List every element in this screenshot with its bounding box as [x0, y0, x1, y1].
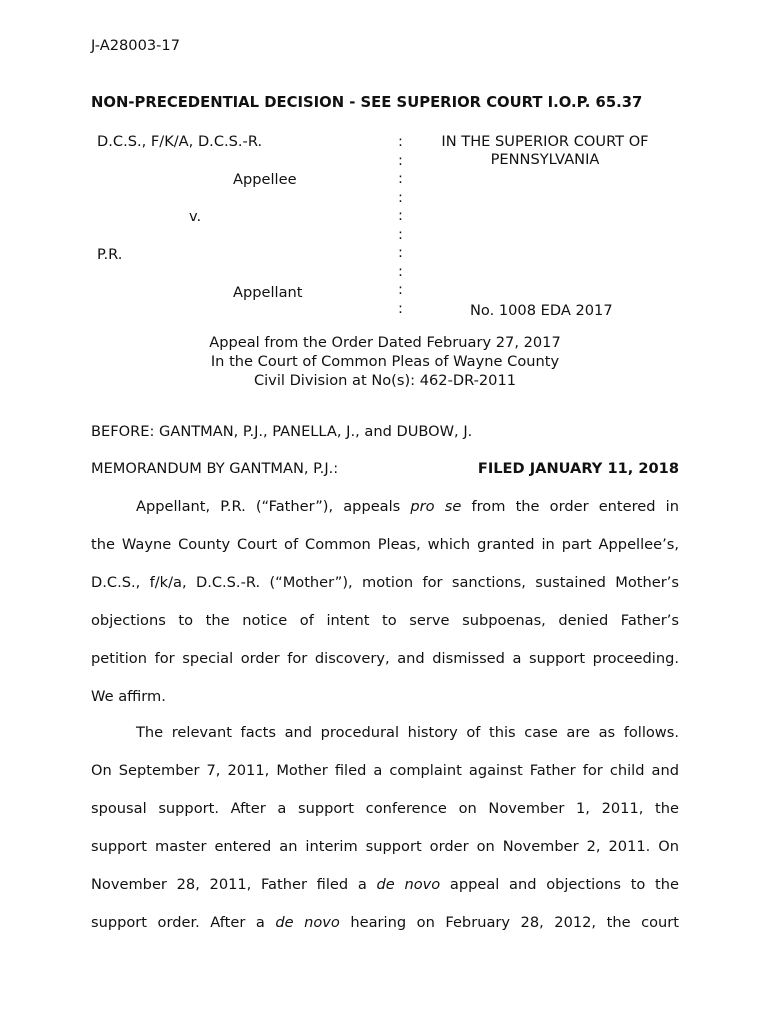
text-run: support order. After a	[91, 914, 276, 931]
paragraph-line	[91, 866, 679, 904]
caption-versus: v.	[189, 208, 202, 225]
text-run: appeal and objections to the	[440, 876, 679, 893]
caption-colon: :	[398, 188, 403, 206]
court-name-line1: IN THE SUPERIOR COURT OF	[441, 133, 649, 150]
caption-party1: D.C.S., F/K/A, D.C.S.-R.	[97, 133, 263, 150]
paragraph-1	[91, 488, 679, 716]
paragraph-line: the Wayne County Court of Common Pleas, which granted in part Appellee’s,	[91, 536, 679, 553]
text-run: Appellant, P.R. (“Father”), appeals	[136, 498, 411, 515]
paragraph-line: spousal support. After a support conference on November 1, 2011, the	[91, 800, 679, 817]
caption-party1-role: Appellee	[233, 171, 297, 188]
case-number: No. 1008 EDA 2017	[470, 302, 613, 319]
text-run: hearing on February 28, 2012, the court	[339, 914, 679, 931]
caption-colon: :	[398, 133, 403, 150]
caption-colon: :	[398, 170, 403, 187]
caption-colon: :	[398, 207, 403, 224]
caption-colon: :	[398, 151, 403, 169]
caption-party2: P.R.	[97, 246, 123, 263]
decision-heading: NON-PRECEDENTIAL DECISION - SEE SUPERIOR COURT I.O.P. 65.37	[91, 94, 643, 111]
court-name-line2: PENNSYLVANIA	[490, 151, 600, 168]
paragraph-line: The relevant facts and procedural history of this case are as follows.	[136, 724, 679, 741]
paragraph-line	[91, 488, 679, 526]
appeal-line3: Civil Division at No(s): 462-DR-2011	[253, 372, 517, 389]
appeal-line2: In the Court of Common Pleas of Wayne County	[210, 353, 560, 370]
text-run: November 28, 2011, Father filed a	[91, 876, 377, 893]
docket-number: J-A28003-17	[91, 37, 180, 54]
paragraph-line: We affirm.	[91, 688, 166, 705]
paragraph-line	[91, 904, 679, 942]
panel-before: BEFORE: GANTMAN, P.J., PANELLA, J., and DUBOW, J.	[91, 423, 473, 440]
paragraph-line: support master entered an interim support order on November 2, 2011. On	[91, 838, 679, 855]
paragraph-line: petition for special order for discovery, and dismissed a support proceeding.	[91, 650, 679, 667]
caption-colon: :	[398, 299, 403, 317]
paragraph-2	[91, 714, 679, 942]
caption-colon: :	[398, 281, 403, 298]
caption-colon: :	[398, 262, 403, 280]
text-run: from the order entered in	[461, 498, 679, 515]
filed-date: FILED JANUARY 11, 2018	[477, 460, 679, 477]
caption-colon: :	[398, 225, 403, 243]
paragraph-line: On September 7, 2011, Mother filed a complaint against Father for child and	[91, 762, 679, 779]
appeal-line1: Appeal from the Order Dated February 27, 2017	[209, 334, 561, 351]
italic-text: de novo	[376, 876, 441, 893]
caption-colon: :	[398, 244, 403, 261]
paragraph-line: objections to the notice of intent to serve subpoenas, denied Father’s	[91, 612, 679, 629]
italic-text: de novo	[275, 914, 340, 931]
caption-party2-role: Appellant	[233, 284, 303, 301]
memorandum-author: MEMORANDUM BY GANTMAN, P.J.:	[91, 460, 339, 477]
italic-text: pro se	[410, 498, 462, 515]
paragraph-line: D.C.S., f/k/a, D.C.S.-R. (“Mother”), motion for sanctions, sustained Mother’s	[91, 574, 679, 591]
